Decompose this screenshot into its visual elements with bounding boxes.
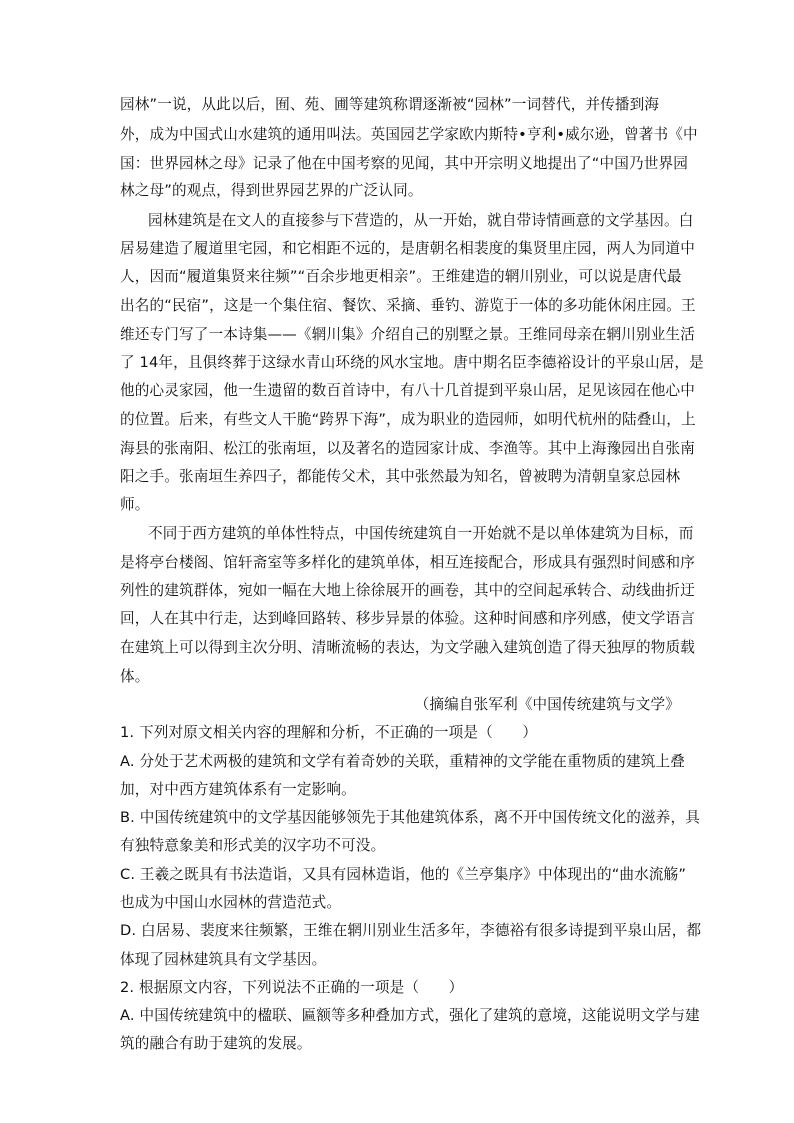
question-1-option-c-line-2: 也成为中国山水园林的营造范式。: [120, 894, 342, 911]
question-1-option-b-line-1: B. 中国传统建筑中的文学基因能够领先于其他建筑体系，离不开中国传统文化的滋养，具: [120, 809, 701, 826]
question-1-option-d-line-1: D. 白居易、裴度来往频繁，王维在辋川别业生活多年，李德裕有很多诗提到平泉山居，都: [120, 922, 702, 939]
question-2-option-a-line-2: 筑的融合有助于建筑的发展。: [120, 1035, 312, 1052]
question-1-option-c-line-1: C. 王羲之既具有书法造诣，又具有园林造诣，他的《兰亭集序》中体现出的“曲水流觞”: [120, 866, 687, 883]
source-citation: （摘编自张军利《中国传统建筑与文学》: [414, 696, 680, 713]
paragraph-1-line-3: 国：世界园林之母》记录了他在中国考察的见闻，其中开宗明义地提出了“中国乃世界园: [120, 155, 688, 172]
paragraph-1-line-4: 林之母”的观点，得到世界园艺界的广泛认同。: [120, 182, 423, 199]
paragraph-2-line-2: 居易建造了履道里宅园，和它相距不远的，是唐朝名相裴度的集贤里庄园，两人为同道中: [120, 240, 696, 257]
paragraph-3-line-4: 回，人在其中行走，达到峰回路转、移步异景的体验。这种时间感和序列感，使文学语言: [120, 610, 696, 627]
paragraph-1-line-1: 园林”一说，从此以后，囿、苑、圃等建筑称谓逐渐被“园林”一词替代，并传播到海: [120, 96, 660, 113]
paragraph-3-line-3: 列性的建筑群体，宛如一幅在大地上徐徐展开的画卷，其中的空间起承转合、动线曲折迂: [120, 582, 696, 599]
paragraph-2-line-3: 人，因而“履道集贤来往频”“百余步地更相亲”。王维建造的辋川别业，可以说是唐代最: [120, 268, 682, 285]
question-1-option-a-line-1: A. 分处于艺术两极的建筑和文学有着奇妙的关联，重精神的文学能在重物质的建筑上叠: [120, 753, 685, 770]
paragraph-2-line-10: 阳之手。张南垣生养四子，都能传父术，其中张然最为知名，曾被聘为清朝皇家总园林: [120, 468, 681, 485]
paragraph-2-line-5: 维还专门写了一本诗集——《辋川集》介绍自己的别墅之景。王维同母亲在辋川别业生活: [120, 326, 696, 343]
paragraph-2-line-1: 园林建筑是在文人的直接参与下营造的，从一开始，就自带诗情画意的文学基因。白: [148, 212, 694, 229]
paragraph-3-line-2: 是将亭台楼阁、馆轩斋室等多样化的建筑单体，相互连接配合，形成具有强烈时间感和序: [120, 554, 696, 571]
question-2-option-a-line-1: A. 中国传统建筑中的楹联、匾额等多种叠加方式，强化了建筑的意境，这能说明文学与建: [120, 1007, 700, 1024]
paragraph-2-line-11: 师。: [120, 496, 150, 513]
paragraph-2-line-7: 他的心灵家园，他一生遗留的数百首诗中，有八十几首提到平泉山居，足见该园在他心中: [120, 382, 696, 399]
question-2-stem: 2. 根据原文内容，下列说法不正确的一项是（ ）: [120, 979, 464, 996]
question-1-option-b-line-2: 有独特意象美和形式美的汉字功不可没。: [120, 837, 386, 854]
question-1-stem: 1. 下列对原文相关内容的理解和分析，不正确的一项是（ ）: [120, 724, 538, 741]
paragraph-2-line-9: 海县的张南阳、松江的张南垣，以及著名的造园家计成、李渔等。其中上海豫园出自张南: [120, 440, 696, 457]
question-1-option-a-line-2: 加，对中西方建筑体系有一定影响。: [120, 781, 356, 798]
paragraph-3-line-5: 在建筑上可以得到主次分明、清晰流畅的表达，为文学融入建筑创造了得天独厚的物质载: [120, 639, 696, 656]
paragraph-1-line-2: 外，成为中国式山水建筑的通用叫法。英国园艺学家欧内斯特•亨利•威尔逊，曾著书《中: [120, 126, 698, 143]
paragraph-2-line-6: 了 14年，且俱终葬于这绿水青山环绕的风水宝地。唐中期名臣李德裕设计的平泉山居，是: [120, 354, 704, 371]
paragraph-2-line-4: 出名的“民宿”，这是一个集住宿、餐饮、采摘、垂钓、游览于一体的多功能休闲庄园。王: [120, 297, 696, 314]
paragraph-2-line-8: 的位置。后来，有些文人干脆“跨界下海”，成为职业的造园师，如明代杭州的陆叠山，上: [120, 411, 696, 428]
question-1-option-d-line-2: 体现了园林建筑具有文学基因。: [120, 951, 327, 968]
paragraph-3-line-6: 体。: [120, 668, 150, 685]
paragraph-3-line-1: 不同于西方建筑的单体性特点，中国传统建筑自一开始就不是以单体建筑为目标，而: [148, 525, 694, 542]
